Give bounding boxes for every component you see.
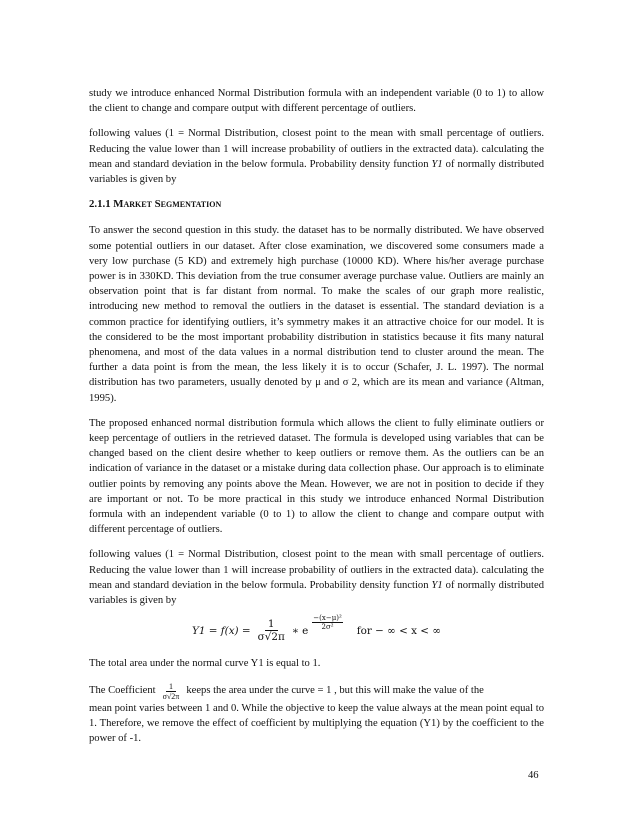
paragraph-values-repeat	[89, 547, 544, 608]
coefficient-denominator: σ√2π	[162, 691, 180, 701]
exponent-numerator: −(x−μ)²	[313, 613, 342, 622]
coefficient-fraction	[160, 682, 183, 701]
variable-y1: Y1	[431, 158, 443, 170]
text-segment: of normally distributed variables is given by	[89, 158, 544, 186]
fraction-denominator: σ√2π	[257, 631, 285, 644]
text-segment: following values (1 = Normal Distribution, closest point to the mean with small percentage of outliers. Reducing the value lower than 1 will increase probability of outliers in the extracted data). calculating the mean and standard deviation in the below formula. Probability density function	[89, 549, 544, 591]
equation-lhs: Y1 = f(x) =	[192, 624, 251, 637]
heading-title: Market Segmentation	[113, 198, 222, 211]
variable-y1: Y1	[431, 579, 443, 591]
fraction-numerator: 1	[265, 618, 278, 631]
section-heading	[89, 197, 544, 212]
text-segment: The Coefficient	[89, 685, 156, 697]
paragraph-coefficient: mean point varies between 1 and 0. While the objective to keep the value always at the mean point equal to 1. Therefore, we remove the effect of coefficient by multiplying the equation (Y1) by the coefficient to the power of -1.	[89, 702, 544, 744]
paragraph-proposed-formula: The proposed enhanced normal distribution formula which allows the client to fully eliminate outliers or keep percentage of outliers in the retrieved dataset. The formula is developed using variables that can be changed based on the client desire whether to keep outliers or remove them. As the outliers can be an indication of variance in the dataset or a mistake during data collection phase. Our approach is to eliminate outlier points by removing any points above the Mean. However, we are not in position to decide if they are important or not. To be more practical in this study we introduce enhanced Normal Distribution formula with an independent variable (0 to 1) to allow the client to change and compare output with different percentage of outliers.	[89, 417, 544, 536]
paragraph-question: To answer the second question in this study. the dataset has to be normally distributed. We have observed some potential outliers in our dataset. After close examination, we discovered some consumers made a very low purchase (5 KD) and extremely high purchase (10000 KD). Where his/her average purchase power is in 330KD. This deviation from the true consumer average purchase value. Outliers are mainly an observation point that is far distant from normal. To make the scales of our graph more realistic, introducing new method to removal the outliers in the dataset is essential. The standard deviation is a common practice for identifying outliers, it’s symmetry makes it an attractive choice for our model. It is the considered to be the most important probability distribution in statistics because it fits many natural phenomena, and most of the data values in a normal distribution tend to cluster around the mean. The further a data point is from the mean, the less likely it is to occur (Schafer, J. L. 1997). The normal distribution has two parameters, usually denoted by μ and σ 2, which are its mean and variance (Altman, 1995).	[89, 225, 544, 404]
equation-fraction	[255, 618, 288, 644]
text-segment: keeps the area under the curve = 1 , but this will make the value of the	[186, 685, 484, 697]
coefficient-line	[89, 682, 544, 701]
paragraph-values	[89, 126, 544, 187]
coefficient-numerator: 1	[166, 682, 176, 692]
paragraph-total-area: The total area under the normal curve Y1 is equal to 1.	[89, 658, 321, 670]
equation-domain: for − ∞ < x < ∞	[356, 624, 441, 637]
text-segment: of normally distributed variables is given by	[89, 579, 544, 607]
equation-exponent	[312, 614, 343, 631]
normal-distribution-equation	[89, 613, 544, 644]
paragraph-intro: study we introduce enhanced Normal Distribution formula with an independent variable (0 to 1) to allow the client to change and compare output with different percentage of outliers.	[89, 88, 544, 115]
exponent-denominator: 2σ²	[321, 622, 334, 631]
heading-number: 2.1.1	[89, 198, 111, 211]
text-segment: following values (1 = Normal Distribution, closest point to the mean with small percentage of outliers. Reducing the value lower than 1 will increase probability of outliers in the extracted data). calculating the mean and standard deviation in the below formula. Probability density function	[89, 128, 544, 170]
document-body	[89, 86, 544, 756]
page-number: 46	[528, 770, 539, 781]
equation-times-e: ∗ e	[291, 624, 309, 637]
